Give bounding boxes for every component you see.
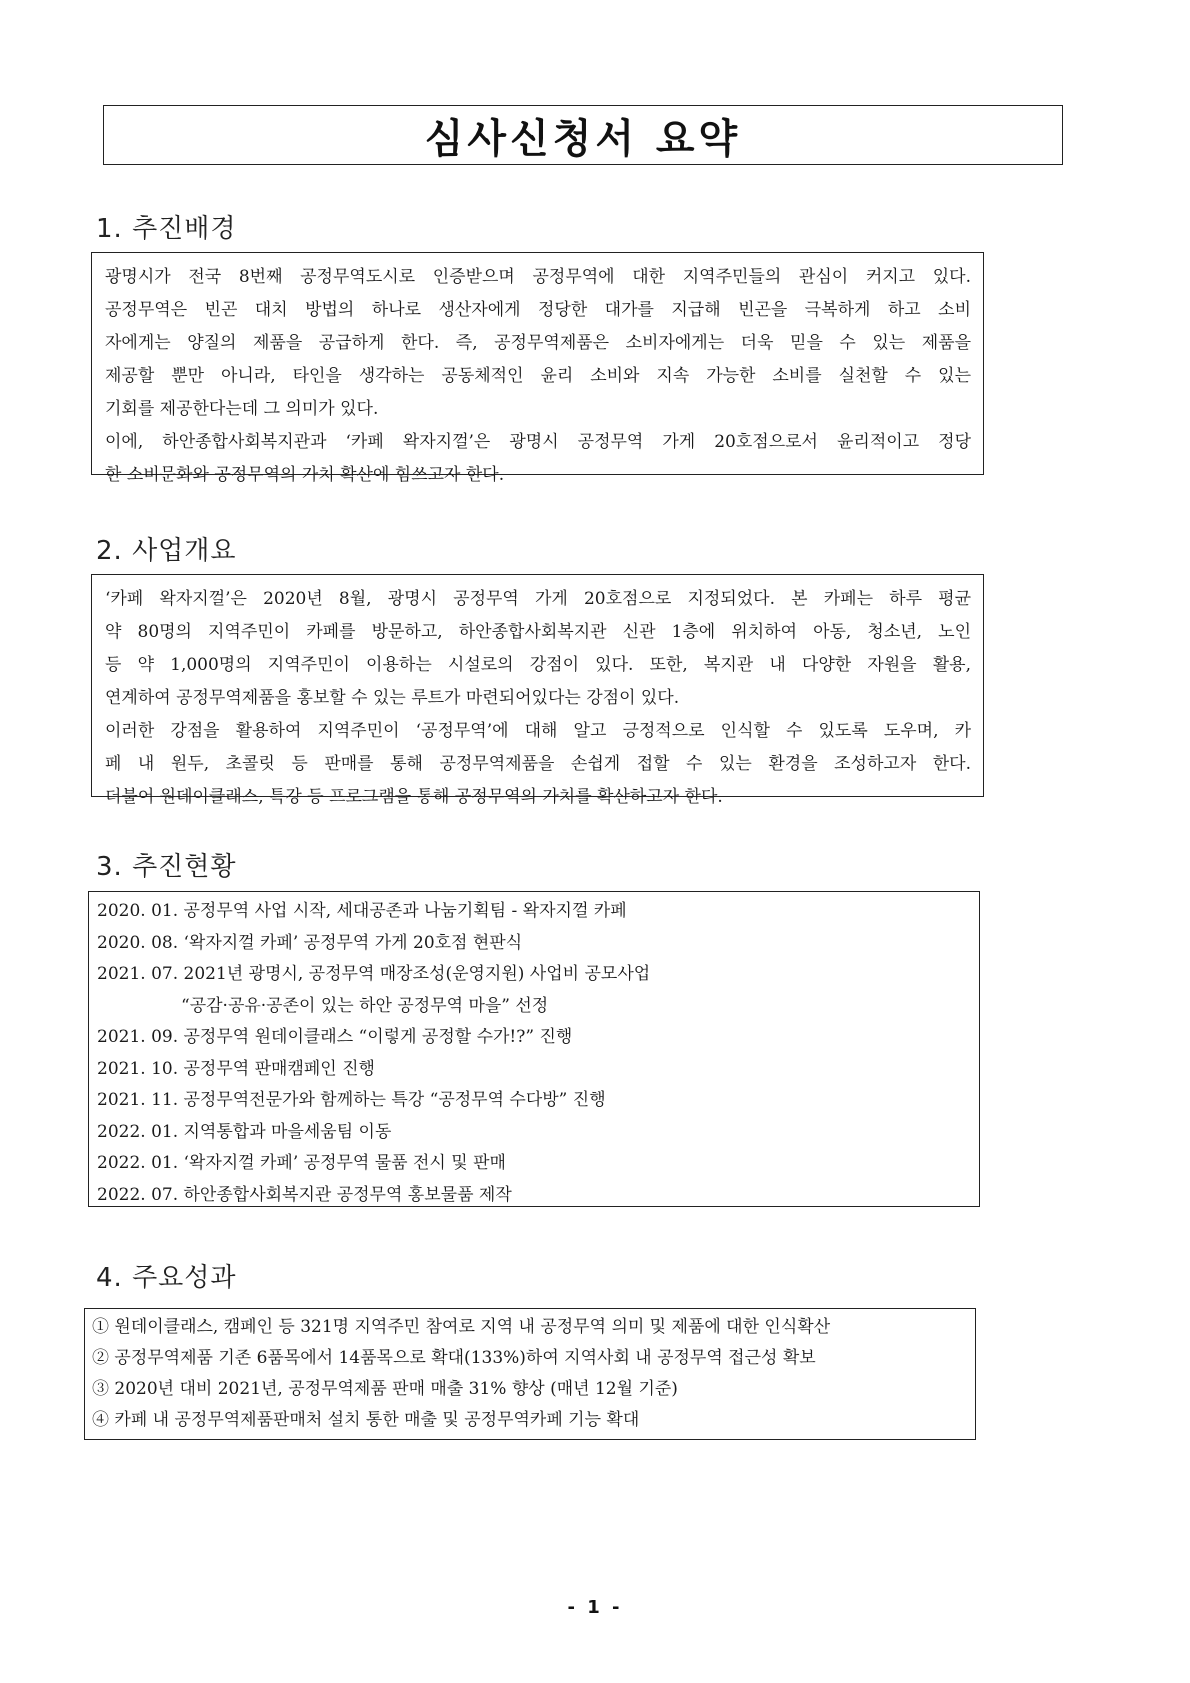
background-line: 자에게는 양질의 제품을 공급하게 한다. 즉, 공정무역제품은 소비자에게는 더욱 믿을 수 있는 제품을 (105, 333, 971, 353)
result-item: ② 공정무역제품 기존 6품목에서 14품목으로 확대(133%)하여 지역사회 내 공정무역 접근성 확보 (92, 1348, 816, 1368)
timeline-item: 2021. 10. 공정무역 판매캠페인 진행 (97, 1058, 375, 1079)
section-heading-overview: 2. 사업개요 (96, 536, 237, 566)
timeline-item: 2021. 11. 공정무역전문가와 함께하는 특강 “공정무역 수다방” 진행 (97, 1090, 606, 1110)
result-item: ④ 카페 내 공정무역제품판매처 설치 통한 매출 및 공정무역카페 기능 확대 (92, 1410, 640, 1430)
section-heading-results: 4. 주요성과 (96, 1263, 237, 1293)
overview-line: 등 약 1,000명의 지역주민이 이용하는 시설로의 강점이 있다. 또한, 복지관 내 다양한 자원을 활용, (105, 655, 971, 675)
background-line: 이에, 하안종합사회복지관과 ‘카페 왁자지껄’은 광명시 공정무역 가게 20호점으로서 윤리적이고 정당 (105, 432, 971, 452)
overview-line: 이러한 강점을 활용하여 지역주민이 ‘공정무역’에 대해 알고 긍정적으로 인식할 수 있도록 도우며, 카 (105, 721, 971, 741)
background-line: 제공할 뿐만 아니라, 타인을 생각하는 공동체적인 윤리 소비와 지속 가능한 소비를 실천할 수 있는 (105, 366, 971, 386)
overview-text-box (91, 574, 984, 807)
section-heading-background: 1. 추진배경 (96, 214, 237, 244)
timeline-item-continuation: “공감·공유·공존이 있는 하안 공정무역 마을” 선정 (181, 995, 549, 1016)
result-item: ① 원데이클래스, 캠페인 등 321명 지역주민 참여로 지역 내 공정무역 의미 및 제품에 대한 인식확산 (92, 1317, 831, 1337)
result-item: ③ 2020년 대비 2021년, 공정무역제품 판매 매출 31% 향상 (매년 12월 기준) (92, 1379, 678, 1399)
overview-line: 약 80명의 지역주민이 카페를 방문하고, 하안종합사회복지관 신관 1층에 위치하여 아동, 청소년, 노인 (105, 622, 971, 642)
results-box (84, 1308, 976, 1440)
timeline-item: 2020. 08. ‘왁자지껄 카페’ 공정무역 가게 20호점 현판식 (97, 932, 523, 953)
overview-line: ‘카페 왁자지껄’은 2020년 8월, 광명시 공정무역 가게 20호점으로 지정되었다. 본 카페는 하루 평균 (105, 589, 971, 609)
progress-timeline-box (88, 891, 980, 1207)
overview-line: 페 내 원두, 초콜릿 등 판매를 통해 공정무역제품을 손쉽게 접할 수 있는 환경을 조성하고자 한다. (105, 754, 971, 774)
timeline-item: 2022. 01. 지역통합과 마을세움팀 이동 (97, 1121, 392, 1142)
timeline-item: 2021. 07. 2021년 광명시, 공정무역 매장조성(운영지원) 사업비 공모사업 (97, 964, 651, 984)
page-number: - 1 - (567, 1597, 623, 1618)
overview-line: 더불어 원데이클래스, 특강 등 프로그램을 통해 공정무역의 가치를 확산하고자 한다. (105, 787, 723, 807)
document-title: 심사신청서 요약 (103, 105, 1063, 165)
timeline-item: 2022. 01. ‘왁자지껄 카페’ 공정무역 물품 전시 및 판매 (97, 1153, 506, 1173)
overview-line: 연계하여 공정무역제품을 홍보할 수 있는 루트가 마련되어있다는 강점이 있다. (105, 688, 680, 708)
results-list (92, 1312, 967, 1436)
background-line: 한 소비문화와 공정무역의 가치 확산에 힘쓰고자 한다. (105, 465, 505, 485)
progress-timeline (97, 896, 969, 1211)
timeline-item: 2020. 01. 공정무역 사업 시작, 세대공존과 나눔기획팀 - 왁자지껄 카페 (97, 901, 627, 921)
background-line: 기회를 제공한다는데 그 의미가 있다. (105, 399, 379, 419)
section-heading-progress: 3. 추진현황 (96, 852, 237, 882)
timeline-item: 2022. 07. 하안종합사회복지관 공정무역 홍보물품 제작 (97, 1184, 512, 1205)
background-line: 광명시가 전국 8번째 공정무역도시로 인증받으며 공정무역에 대한 지역주민들의 관심이 커지고 있다. (105, 267, 971, 287)
background-text-box (91, 252, 984, 485)
timeline-item: 2021. 09. 공정무역 원데이클래스 “이렇게 공정할 수가!?” 진행 (97, 1027, 573, 1047)
background-line: 공정무역은 빈곤 대치 방법의 하나로 생산자에게 정당한 대가를 지급해 빈곤을 극복하게 하고 소비 (105, 300, 971, 320)
